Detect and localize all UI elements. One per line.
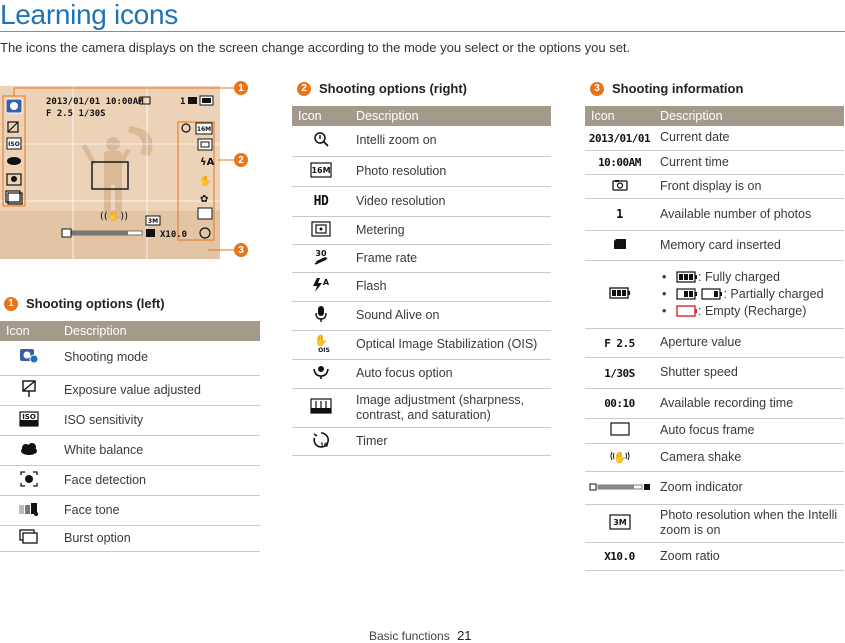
row-description: Photo resolution	[350, 156, 551, 186]
row-description: Timer	[350, 427, 551, 455]
col-header-icon: Icon	[292, 106, 350, 126]
row-description: Exposure value adjusted	[58, 375, 260, 405]
svg-text:✋: ✋	[314, 334, 328, 347]
camera-screen-illustration	[0, 82, 244, 259]
video-resolution-text: HD	[313, 193, 329, 209]
section-heading-right	[590, 81, 743, 96]
table-row	[0, 405, 260, 435]
aperture-display: F 2.5	[604, 336, 635, 350]
table-row	[292, 186, 551, 216]
battery-empty-icon	[676, 305, 698, 317]
svg-text:3M: 3M	[612, 517, 627, 527]
battery-icon	[585, 260, 654, 328]
exposure-value-icon	[0, 375, 58, 405]
svg-text:3M: 3M	[147, 218, 159, 225]
svg-text:✋: ✋	[199, 176, 212, 187]
col-header-description: Description	[350, 106, 551, 126]
metering-icon	[292, 216, 350, 244]
af-frame-icon	[585, 418, 654, 443]
table-row	[585, 443, 844, 471]
ois-icon	[292, 330, 350, 359]
table-row	[292, 330, 551, 359]
battery-partial-text: : Partially charged	[723, 286, 824, 301]
row-description: Front display is on	[654, 174, 844, 198]
row-description: Optical Image Stabilization (OIS)	[350, 330, 551, 359]
row-description: Current time	[654, 150, 844, 174]
row-description: Memory card inserted	[654, 230, 844, 260]
row-description: Intelli zoom on	[350, 126, 551, 156]
face-detection-icon	[0, 465, 58, 495]
page-footer	[369, 628, 472, 643]
auto-focus-icon	[292, 359, 350, 388]
callout-3: 3	[234, 243, 248, 257]
photo-resolution-icon	[292, 156, 350, 186]
table-row	[292, 216, 551, 244]
shutter-display: 1/30S	[604, 366, 635, 380]
iso-icon	[0, 405, 58, 435]
row-description: ISO sensitivity	[58, 405, 260, 435]
table-row	[585, 174, 844, 198]
burst-icon	[0, 525, 58, 551]
table-row	[292, 126, 551, 156]
table-row	[292, 359, 551, 388]
row-description: Available recording time	[654, 388, 844, 418]
row-description: Shooting mode	[58, 341, 260, 375]
svg-text:30: 30	[315, 248, 327, 258]
svg-text:16M: 16M	[311, 165, 331, 175]
row-description: Zoom ratio	[654, 542, 844, 570]
row-description: Face tone	[58, 495, 260, 525]
row-description: Burst option	[58, 525, 260, 551]
svg-text:16M: 16M	[196, 126, 212, 133]
page-title: Learning icons	[0, 0, 178, 30]
battery-full-text: : Fully charged	[698, 269, 780, 284]
left-options-table	[0, 321, 260, 552]
row-description: Shutter speed	[654, 357, 844, 388]
date-display: 2013/01/01	[588, 131, 651, 145]
frame-rate-icon	[292, 244, 350, 272]
svg-text:F 2.5 1/30S: F 2.5 1/30S	[46, 109, 106, 119]
svg-text:2013/01/01 10:00AM: 2013/01/01 10:00AM	[46, 97, 144, 107]
table-row	[585, 126, 844, 150]
battery-full-icon	[676, 271, 698, 283]
zoom-indicator-icon	[585, 471, 654, 504]
table-row	[0, 525, 260, 551]
section-title: Shooting information	[612, 81, 744, 96]
table-row	[0, 435, 260, 465]
row-description: Zoom indicator	[654, 471, 844, 504]
section-number: 2	[297, 82, 311, 96]
svg-text:ISO: ISO	[22, 412, 36, 421]
section-title: Shooting options (right)	[319, 81, 468, 96]
table-row	[585, 504, 844, 542]
table-row	[0, 375, 260, 405]
col-header-description: Description	[654, 106, 844, 126]
section-heading-left	[4, 296, 165, 311]
camera-shake-icon	[585, 443, 654, 471]
title-divider	[0, 31, 845, 32]
table-row	[585, 260, 844, 328]
table-row	[0, 341, 260, 375]
battery-status-list	[654, 260, 844, 328]
svg-text:A: A	[322, 278, 330, 287]
table-row	[585, 471, 844, 504]
list-item	[660, 270, 844, 285]
battery-partial-icon	[676, 288, 698, 300]
table-row	[292, 272, 551, 301]
sound-alive-icon	[292, 301, 350, 330]
table-row	[292, 301, 551, 330]
table-row	[292, 156, 551, 186]
svg-text:✿: ✿	[200, 194, 209, 205]
shooting-info-table	[585, 106, 844, 571]
table-row	[585, 328, 844, 357]
row-description: Face detection	[58, 465, 260, 495]
footer-section: Basic functions	[369, 629, 450, 643]
table-row	[292, 244, 551, 272]
svg-text:✋: ✋	[612, 450, 627, 464]
row-description: Auto focus option	[350, 359, 551, 388]
col-header-description: Description	[58, 321, 260, 341]
table-row	[585, 230, 844, 260]
page-number: 21	[457, 628, 472, 643]
battery-empty-text: : Empty (Recharge)	[698, 303, 807, 318]
row-description: White balance	[58, 435, 260, 465]
zoom-ratio-display: X10.0	[604, 550, 635, 563]
svg-text:ϟA: ϟA	[200, 157, 215, 168]
timer-icon	[292, 427, 350, 455]
row-description: Photo resolution when the Intelli zoom is on	[654, 504, 844, 542]
row-description: Auto focus frame	[654, 418, 844, 443]
table-row	[292, 427, 551, 455]
table-row	[585, 388, 844, 418]
row-description: Camera shake	[654, 443, 844, 471]
section-number: 1	[4, 297, 18, 311]
table-row	[585, 418, 844, 443]
table-row	[585, 198, 844, 230]
row-description: Current date	[654, 126, 844, 150]
video-resolution-icon	[292, 186, 350, 216]
svg-text:10: 10	[319, 441, 329, 449]
table-row	[0, 465, 260, 495]
svg-text:OIS: OIS	[318, 347, 330, 353]
row-description: Frame rate	[350, 244, 551, 272]
list-item	[660, 287, 844, 302]
memory-card-icon	[585, 230, 654, 260]
shooting-mode-icon	[0, 341, 58, 375]
recording-time-display: 00:10	[604, 397, 635, 410]
front-display-icon	[585, 174, 654, 198]
svg-text:1: 1	[180, 97, 186, 107]
table-row	[585, 150, 844, 174]
table-row	[292, 388, 551, 427]
col-header-icon: Icon	[0, 321, 58, 341]
intelli-zoom-icon	[292, 126, 350, 156]
battery-low-icon	[701, 288, 723, 300]
image-adjust-icon	[292, 388, 350, 427]
flash-icon	[292, 272, 350, 301]
section-title: Shooting options (left)	[26, 296, 165, 311]
table-row	[0, 495, 260, 525]
intro-text: The icons the camera displays on the screen change according to the mode you select or the options you set.	[0, 40, 631, 55]
table-row	[585, 542, 844, 570]
row-description: Video resolution	[350, 186, 551, 216]
row-description: Aperture value	[654, 328, 844, 357]
row-description: Available number of photos	[654, 198, 844, 230]
row-description: Image adjustment (sharpness, contrast, and saturation)	[350, 388, 551, 427]
intelli-res-icon	[585, 504, 654, 542]
white-balance-icon	[0, 435, 58, 465]
col-header-icon: Icon	[585, 106, 654, 126]
time-display: 10:00AM	[598, 156, 641, 169]
right-options-table	[292, 106, 551, 456]
svg-text:ISO: ISO	[8, 141, 20, 148]
callout-2: 2	[234, 153, 248, 167]
row-description: Flash	[350, 272, 551, 301]
svg-text:((✋)): ((✋))	[100, 211, 129, 222]
svg-text:X10.0: X10.0	[160, 230, 188, 240]
row-description: Metering	[350, 216, 551, 244]
callout-1: 1	[234, 81, 248, 95]
list-item	[660, 304, 844, 319]
row-description: Sound Alive on	[350, 301, 551, 330]
face-tone-icon	[0, 495, 58, 525]
section-heading-middle	[297, 81, 467, 96]
section-number: 3	[590, 82, 604, 96]
table-row	[585, 357, 844, 388]
photo-count-display: 1	[616, 207, 623, 221]
